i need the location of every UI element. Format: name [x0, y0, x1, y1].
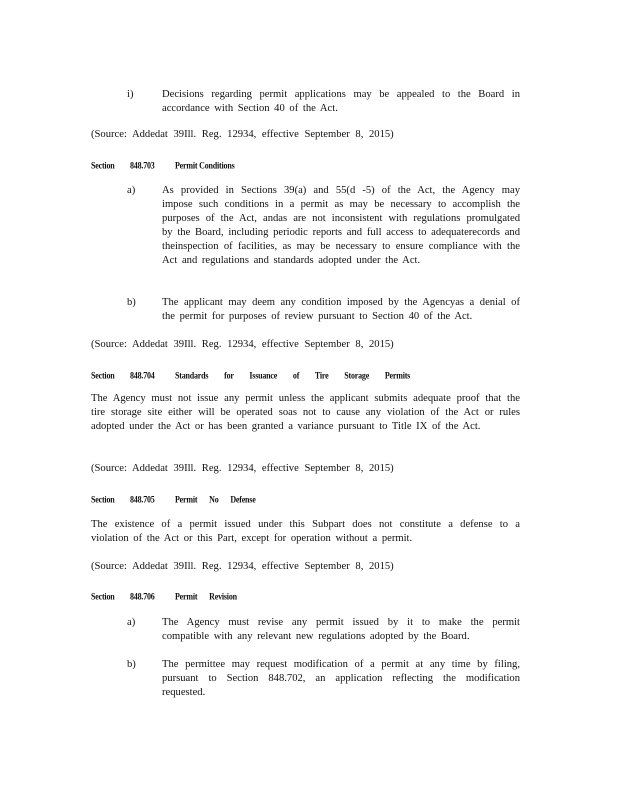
source-note: (Source: Addedat 39Ill. Reg. 12934, effective September 8, 2015) [91, 339, 394, 350]
subsection-marker: a) [127, 185, 136, 196]
section-title: Permit Conditions [175, 160, 235, 171]
subsection-marker: i) [127, 89, 134, 100]
section-label: Section [91, 591, 115, 602]
source-note: (Source: Addedat 39Ill. Reg. 12934, effective September 8, 2015) [91, 463, 394, 474]
section-number: 848.706 [130, 591, 155, 602]
subsection-marker: b) [127, 659, 136, 670]
section-number: 848.703 [130, 160, 155, 171]
subsection-marker: b) [127, 297, 136, 308]
section-heading-848-703 [91, 158, 235, 174]
section-heading-848-706 [91, 589, 237, 605]
section-title: Permit Revision [175, 591, 237, 602]
section-label: Section [91, 494, 115, 505]
subsection-text: The permittee may request modification of a permit at any time by filing, pursuant to Section 848.702, an application reflecting the modification requested. [162, 659, 520, 698]
subsection-marker: a) [127, 617, 136, 628]
section-number: 848.704 [130, 370, 155, 381]
section-label: Section [91, 160, 115, 171]
section-number: 848.705 [130, 494, 155, 505]
subsection-text: The applicant may deem any condition imposed by the Agencyas a denial of the permit for purposes of review pursuant to Section 40 of the Act. [162, 297, 520, 322]
subsection-text: Decisions regarding permit applications may be appealed to the Board in accordance with Section 40 of the Act. [162, 89, 520, 114]
section-heading-848-704 [91, 368, 410, 384]
source-note: (Source: Addedat 39Ill. Reg. 12934, effective September 8, 2015) [91, 561, 394, 572]
section-title: Standards for Issuance of Tire Storage Permits [175, 370, 411, 381]
section-body-848-705: The existence of a permit issued under this Subpart does not constitute a defense to a violation of the Act or this Part, except for operation without a permit. [91, 519, 520, 544]
section-heading-848-705 [91, 492, 256, 508]
subsection-text: As provided in Sections 39(a) and 55(d -5) of the Act, the Agency may impose such conditions in a permit as may be necessary to accomplish the purposes of the Act, andas are not inconsistent with regulations promulgated by the Board, including periodic reports and full access to adequaterecords and theinspection of facilities, as may be necessary to ensure compliance with the Act and regulations and standards adopted under the Act. [162, 185, 520, 266]
subsection-text: The Agency must revise any permit issued by it to make the permit compatible with any relevant new regulations adopted by the Board. [162, 617, 520, 642]
section-title: Permit No Defense [175, 494, 256, 505]
section-label: Section [91, 370, 115, 381]
section-body-848-704: The Agency must not issue any permit unless the applicant submits adequate proof that the tire storage site either will be operated soas not to cause any violation of the Act or rules adopted under the Act or has been granted a variance pursuant to Title IX of the Act. [91, 393, 520, 432]
source-note: (Source: Addedat 39Ill. Reg. 12934, effective September 8, 2015) [91, 129, 394, 140]
